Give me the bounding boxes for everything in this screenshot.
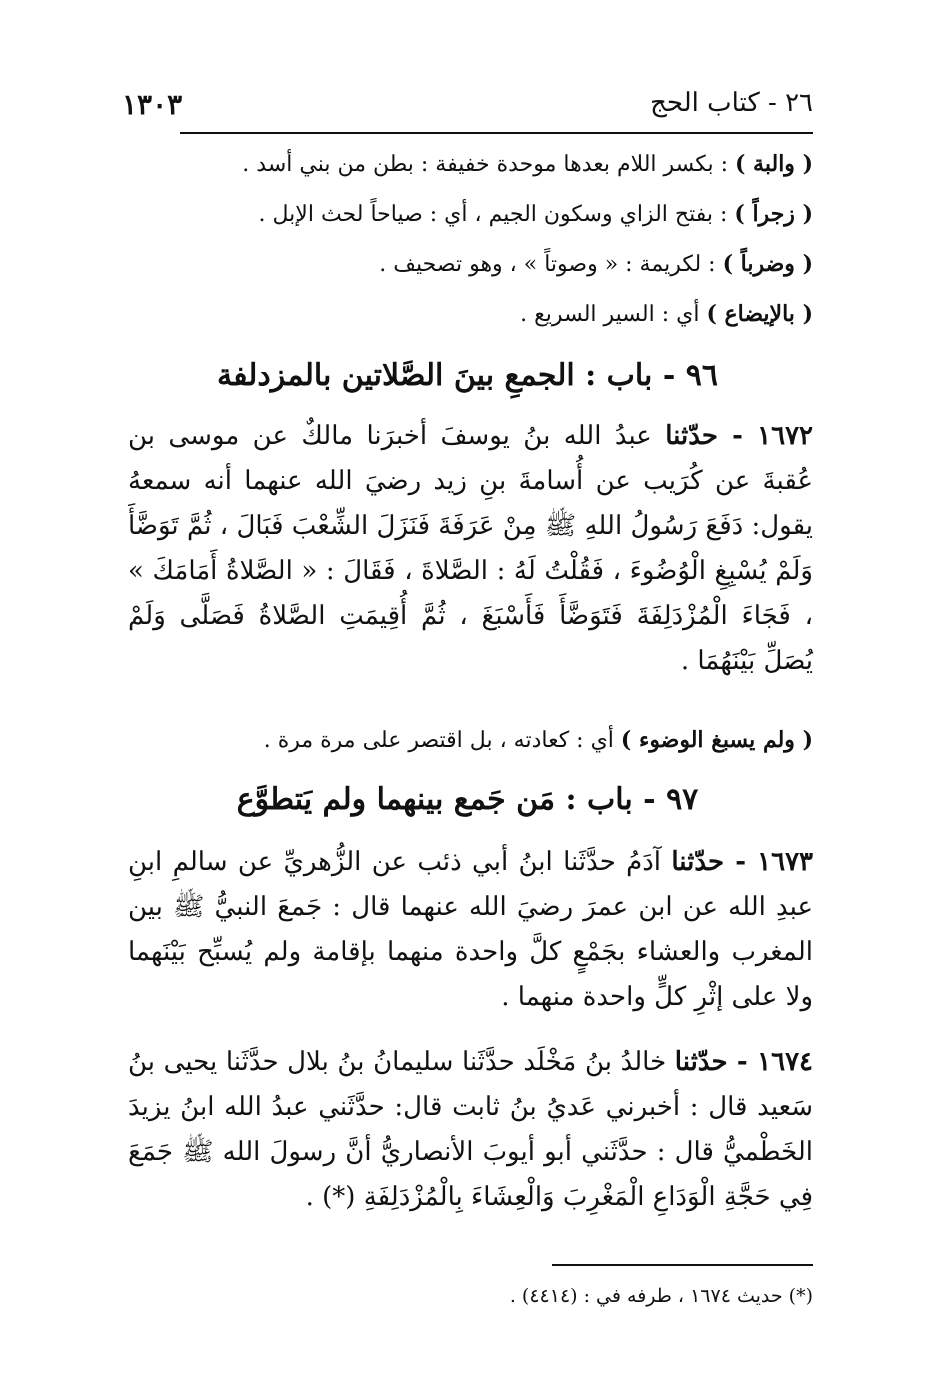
hadith-text: خالدُ بنُ مَخْلَد حدَّثَنا سليمانُ بنُ بلال حدَّثَنا يحيى بنُ سَعيد قال : أخبرني عَديُ بنُ ثابت قال: حدَّثَني عبدُ الله ابنُ يزيدَ الخَطْميُّ قال : حدَّثَني أبو أيوبَ الأنصاريُّ أنَّ رسولَ الله ﷺ جَمَعَ فِي حَجَّةِ الْوَدَاعِ الْمَغْرِبَ وَالْعِشَاءَ بِالْمُزْدَلِفَةِ (*) . [128, 1047, 813, 1212]
page-header [122, 88, 813, 128]
gloss-line [140, 200, 813, 230]
gloss-term: ( والبة ) [734, 151, 813, 177]
hadith-text: آدَمُ حدَّثَنا ابنُ أبي ذئب عن الزُّهريِّ عن سالمِ ابنِ عبدِ الله عن ابن عمرَ رضيَ الله عنهما قال : جَمعَ النبيُّ ﷺ بين المغرب والعشاء بجَمْعٍ كلَّ واحدة منهما بإقامة ولم يُسبِّح بَيْنَهما ولا على إثْرِ كلٍّ واحدة منهما . [128, 847, 813, 1012]
gloss-text: أي : السير السريع . [520, 302, 707, 327]
gloss-text: : لكريمة : « وصوتاً » ، وهو تصحيف . [379, 252, 723, 277]
gloss-term: ( بالإيضاع ) [706, 301, 813, 327]
hadith-number: ١٦٧٣ - حدّثنا [671, 847, 813, 877]
hadith-text: عبدُ الله بنُ يوسفَ أخبرَنا مالكٌ عن موسى بن عُقبةَ عن كُرَيب عن أُسامةَ بنِ زيد رضيَ الله عنهما أنه سمعهُ يقول: دَفَعَ رَسُولُ اللهِ ﷺ مِنْ عَرَفَةَ فَنَزَلَ الشِّعْبَ فَبَالَ ، ثُمَّ تَوَضَّأَ وَلَمْ يُسْبِغِ الْوُضُوءَ ، فَقُلْتُ لَهُ : الصَّلاةَ ، فَقَالَ : « الصَّلاةُ أَمَامَكَ » ، فَجَاءَ الْمُزْدَلِفَةَ فَتَوَضَّأَ فَأَسْبَغَ ، ثُمَّ أُقِيمَتِ الصَّلاةُ فَصَلَّى وَلَمْ يُصَلِّ بَيْنَهُمَا . [128, 421, 813, 676]
hadith-number: ١٦٧٤ - حدّثنا [674, 1047, 813, 1077]
gloss-term: ( ولم يسبغ الوضوء ) [620, 727, 813, 753]
footnote-rule [552, 1264, 813, 1266]
gloss-line [140, 150, 813, 180]
gloss-text: أي : كعادته ، بل اقتصر على مرة مرة . [263, 728, 621, 753]
footnote: (*) حديث ١٦٧٤ ، طرفه في : (٤٤١٤) . [509, 1285, 813, 1307]
gloss-line [140, 300, 813, 330]
chapter-title: ٢٦ - كتاب الحج [650, 88, 813, 118]
hadith-number: ١٦٧٢ - حدّثنا [665, 421, 813, 451]
gloss-text: : بكسر اللام بعدها موحدة خفيفة : بطن من بني أسد . [242, 152, 735, 177]
hadith-1673 [128, 840, 813, 1020]
hadith-1674 [128, 1040, 813, 1220]
gloss-line [140, 726, 813, 756]
gloss-line [140, 250, 813, 280]
gloss-term: ( وضرباً ) [722, 251, 813, 277]
gloss-text: : بفتح الزاي وسكون الجيم ، أي : صياحاً لحث الإبل . [258, 202, 735, 227]
section-title: ٩٦ - باب : الجمعِ بينَ الصَّلاتين بالمزدلفة [217, 358, 718, 393]
page-number: ١٣٠٣ [122, 88, 183, 121]
section-title: ٩٧ - باب : مَن جَمع بينهما ولم يَتطوَّع [236, 782, 699, 817]
gloss-term: ( زجراً ) [734, 201, 813, 227]
header-rule [180, 132, 813, 134]
hadith-1672 [128, 414, 813, 684]
